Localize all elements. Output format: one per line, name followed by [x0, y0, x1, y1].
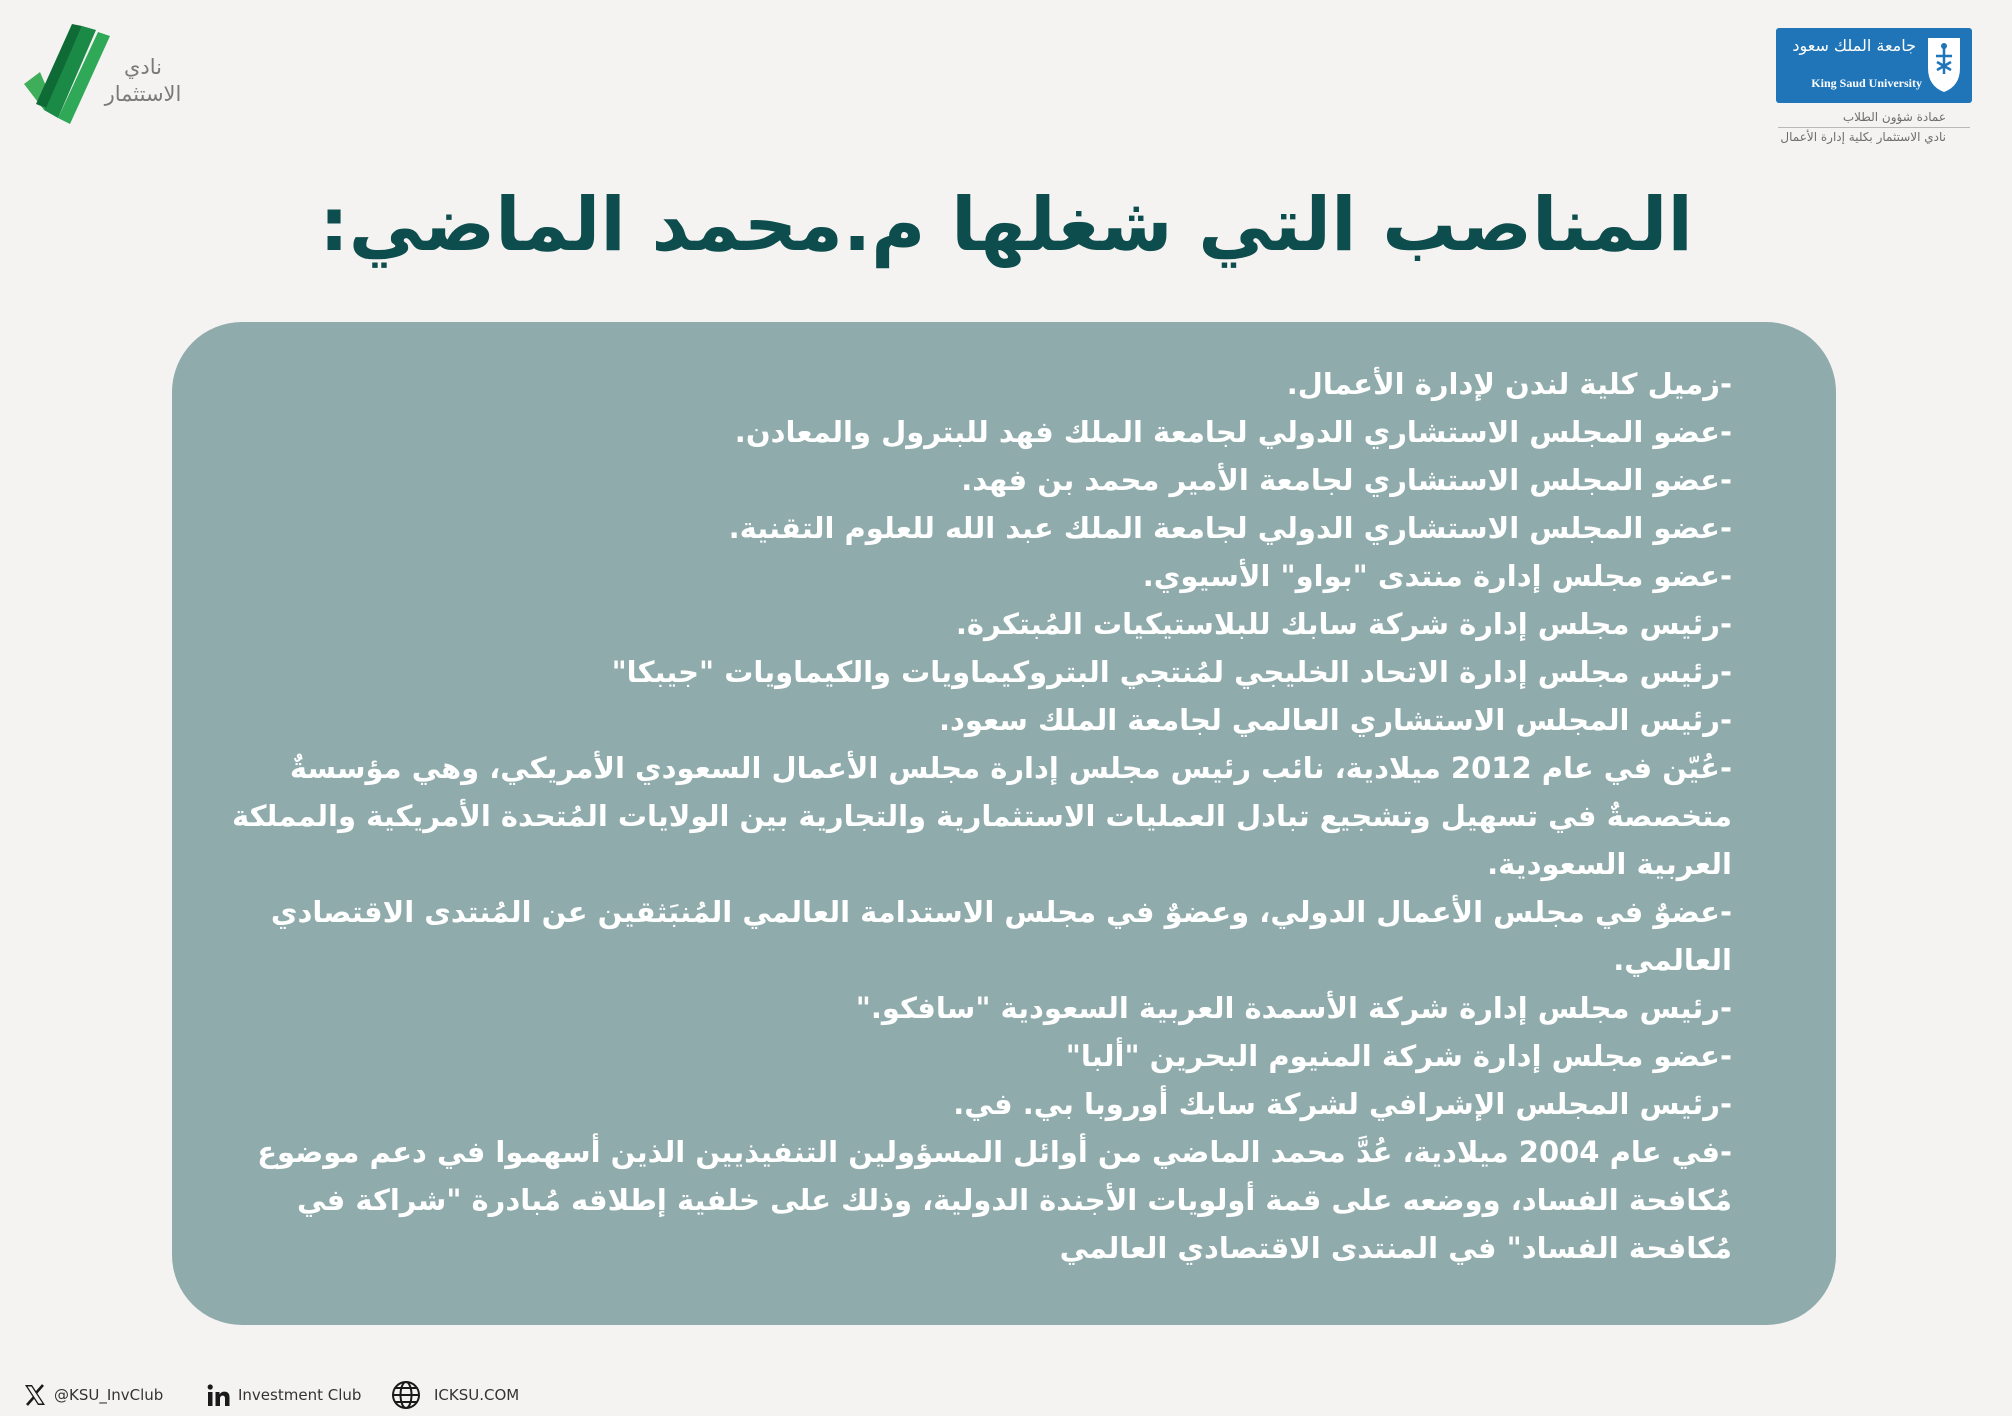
club-name — [84, 54, 202, 108]
club-name-line2: الاستثمار — [104, 82, 182, 106]
positions-card — [172, 322, 1836, 1325]
list-item: -عضو مجلس إدارة شركة المنيوم البحرين "ألبا" — [1065, 1039, 1732, 1073]
list-item: -رئيس مجلس إدارة الاتحاد الخليجي لمُنتجي البتروكيماويات والكيماويات "جيبكا" — [611, 655, 1732, 689]
x-icon — [22, 1382, 48, 1408]
university-name-ar: جامعة الملك سعود — [1792, 36, 1916, 55]
university-badge — [1776, 28, 1972, 103]
footer — [22, 1378, 722, 1412]
list-item: -عضو المجلس الاستشاري الدولي لجامعة الملك فهد للبترول والمعادن. — [734, 415, 1732, 449]
page-title: المناصب التي شغلها م.محمد الماضي: — [319, 182, 1693, 268]
twitter-handle: @KSU_InvClub — [54, 1386, 164, 1404]
list-item: -رئيس المجلس الإشرافي لشركة سابك أوروبا بي. في. — [953, 1087, 1732, 1121]
linkedin-name: Investment Club — [238, 1386, 362, 1404]
list-item: -عُيّن في عام 2012 ميلادية، نائب رئيس مجلس إدارة مجلس الأعمال السعودي الأمريكي، وهي مؤسسةٌ متخصصةٌ في تسهيل وتشجيع تبادل العمليات الاستثمارية والتجارية بين الولايات المُتحدة الأمريكية والمملكة العربية السعودية. — [231, 751, 1732, 881]
positions-list — [232, 360, 1732, 1272]
website-link[interactable] — [390, 1378, 519, 1412]
list-item: -رئيس مجلس إدارة شركة سابك للبلاستيكيات المُبتكرة. — [955, 607, 1732, 641]
twitter-link[interactable] — [22, 1378, 163, 1412]
list-item: -رئيس المجلس الاستشاري العالمي لجامعة الملك سعود. — [938, 703, 1732, 737]
investment-club-logo — [22, 22, 192, 132]
website-url: ICKSU.COM — [434, 1386, 520, 1404]
linkedin-link[interactable] — [206, 1378, 361, 1412]
club-name-line1: نادي — [123, 55, 163, 79]
globe-icon — [390, 1379, 422, 1411]
list-item: -عضو المجلس الاستشاري لجامعة الأمير محمد بن فهد. — [961, 463, 1732, 497]
deanship-label: عمادة شؤون الطلاب — [1842, 110, 1946, 124]
king-saud-university-logo — [1774, 28, 1974, 148]
shield-icon — [1924, 34, 1964, 96]
list-item: -عضو المجلس الاستشاري الدولي لجامعة الملك عبد الله للعلوم التقنية. — [728, 511, 1732, 545]
list-item: -زميل كلية لندن لإدارة الأعمال. — [1286, 367, 1732, 401]
list-item: -عضو مجلس إدارة منتدى "بواو" الأسيوي. — [1142, 559, 1732, 593]
list-item: -عضوٌ في مجلس الأعمال الدولي، وعضوٌ في مجلس الاستدامة العالمي المُنبَثقين عن المُنتدى الاقتصادي العالمي. — [270, 895, 1732, 977]
list-item: -في عام 2004 ميلادية، عُدَّ محمد الماضي من أوائل المسؤولين التنفيذيين الذين أسهموا في دعم موضوع مُكافحة الفساد، ووضعه على قمة أولويات الأجندة الدولية، وذلك على خلفية إطلاقه مُبادرة "شراكة في مُكافحة الفساد" في المنتدى الاقتصادي العالمي — [257, 1135, 1732, 1265]
list-item: -رئيس مجلس إدارة شركة الأسمدة العربية السعودية "سافكو." — [855, 991, 1732, 1025]
university-name-en: King Saud University — [1811, 76, 1922, 90]
linkedin-icon — [206, 1382, 232, 1408]
club-affiliation-label: نادي الاستثمار بكلية إدارة الأعمال — [1780, 130, 1946, 144]
